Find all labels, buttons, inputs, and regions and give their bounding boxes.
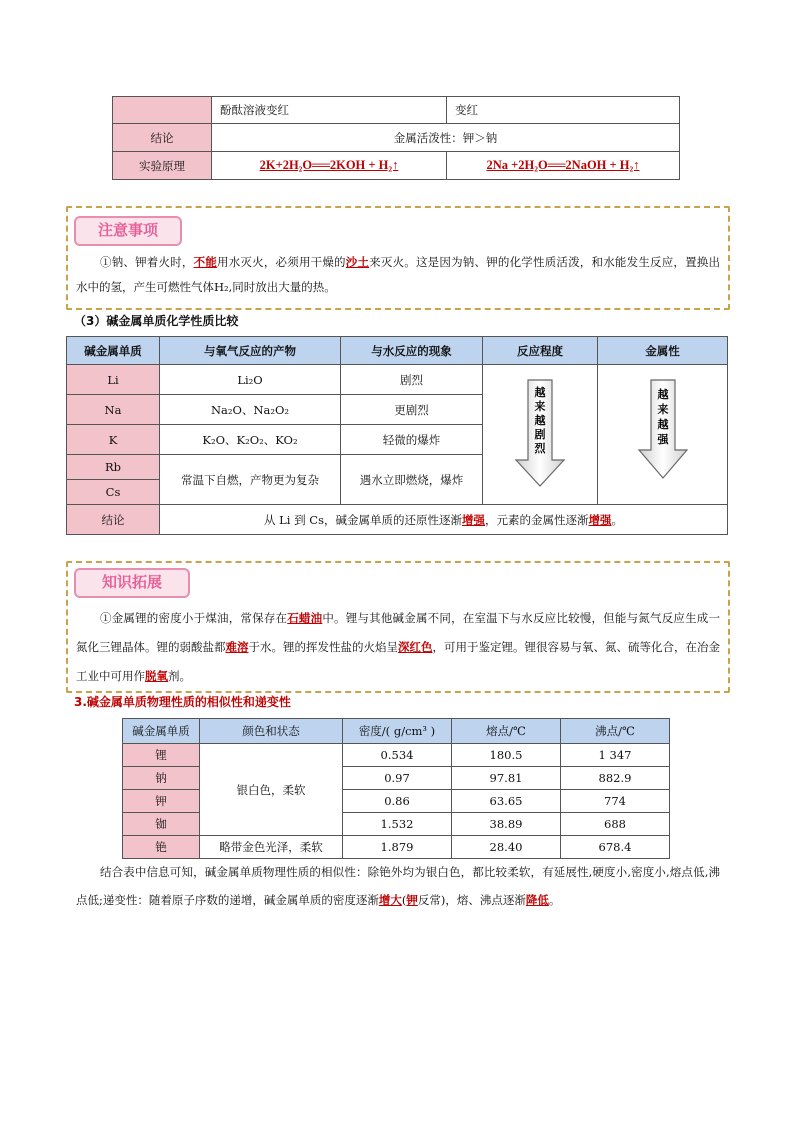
expand-text-2: 中。锂与其他碱金属不同，在室温下与水反应比较慢，但能与氮气反应生成一氮化三锂晶体。锂的弱酸盐都 xyxy=(76,611,721,654)
summary-paragraph xyxy=(76,858,720,914)
metallicity-arrow-cell xyxy=(598,365,728,505)
phys-row-cs-density: 1.879 xyxy=(343,836,452,859)
phys-header-bp: 沸点/℃ xyxy=(561,719,670,744)
row-k-name: K xyxy=(67,425,160,455)
phys-row-rb-mp: 38.89 xyxy=(452,813,561,836)
notice-highlight-cannot: 不能 xyxy=(193,255,218,269)
row-li-oxygen: Li₂O xyxy=(160,365,341,395)
expand-highlight-paraffin: 石蜡油 xyxy=(287,611,323,625)
chemical-properties-table xyxy=(66,336,728,535)
phys-row-k-density: 0.86 xyxy=(343,790,452,813)
expand-text-3: 于水。锂的挥发性盐的火焰呈 xyxy=(248,640,398,654)
phys-header-density: 密度/( g/cm³ ) xyxy=(343,719,452,744)
experiment-table xyxy=(112,96,680,180)
conclusion-value: 金属活泼性：钾＞钠 xyxy=(212,124,680,152)
summary-text-1: 结合表中信息可知，碱金属单质物理性质的相似性：除铯外均为银白色，都比较柔软，有延展性,硬度小,密度小,熔点低,沸点低;递变性：随着原子序数的递增，碱金属单质的密度逐渐 xyxy=(76,865,720,907)
header-metal: 碱金属单质 xyxy=(67,337,160,365)
phys-header-color: 颜色和状态 xyxy=(200,719,343,744)
arrow2-text: 越来越强 xyxy=(657,388,668,446)
degree-arrow-cell xyxy=(483,365,598,505)
conclusion-label: 结论 xyxy=(113,124,212,152)
phys-row-na-mp: 97.81 xyxy=(452,767,561,790)
phys-header-mp: 熔点/℃ xyxy=(452,719,561,744)
phys-row-cs-mp: 28.40 xyxy=(452,836,561,859)
row-rb-cs-oxygen: 常温下自燃，产物更为复杂 xyxy=(160,455,341,505)
chem-conclusion-highlight-2: 增强 xyxy=(588,512,612,527)
expand-highlight-deep-red: 深红色 xyxy=(398,640,433,654)
notice-highlight-sand: 沙土 xyxy=(345,255,370,269)
chem-conclusion-part-3: 。 xyxy=(611,512,623,527)
notice-badge-text: 注意事项 xyxy=(97,221,158,239)
expand-text-1: ①金属锂的密度小于煤油，常保存在 xyxy=(100,611,288,625)
expand-text-5: 剂。 xyxy=(168,669,191,683)
expand-highlight-insoluble: 难溶 xyxy=(225,640,249,654)
row-li-water: 剧烈 xyxy=(341,365,483,395)
physical-heading: 3.碱金属单质物理性质的相似性和递变性 xyxy=(74,695,291,709)
row-li-name: Li xyxy=(67,365,160,395)
equation-potassium: 2K+2H₂O══2KOH + H₂↑ xyxy=(212,152,447,180)
summary-text-3: 反常)，熔、沸点逐渐 xyxy=(417,893,526,907)
chem-conclusion-text xyxy=(160,505,728,535)
header-oxygen: 与氧气反应的产物 xyxy=(160,337,341,365)
chem-conclusion-part-2: ，元素的金属性逐渐 xyxy=(484,512,589,527)
header-degree: 反应程度 xyxy=(483,337,598,365)
cell-phenolphthalein: 酚酞溶液变红 xyxy=(212,97,447,124)
phys-row-li-bp: 1 347 xyxy=(561,744,670,767)
notice-paragraph xyxy=(76,250,720,300)
phys-color-silver: 银白色，柔软 xyxy=(200,744,343,836)
physical-properties-table xyxy=(122,718,670,859)
row-na-oxygen: Na₂O、Na₂O₂ xyxy=(160,395,341,425)
header-metallicity: 金属性 xyxy=(598,337,728,365)
row-na-name: Na xyxy=(67,395,160,425)
phys-color-cs: 略带金色光泽，柔软 xyxy=(200,836,343,859)
phys-row-cs-bp: 678.4 xyxy=(561,836,670,859)
phys-row-cs-name: 铯 xyxy=(123,836,200,859)
phys-row-na-density: 0.97 xyxy=(343,767,452,790)
notice-badge xyxy=(74,216,182,246)
arrow1-text: 越来越剧烈 xyxy=(534,386,546,455)
expand-highlight-deoxidize: 脱氧 xyxy=(145,669,168,683)
expand-text-4: ，可用于鉴定锂。锂很容易与氧、氮、硫等化合，在冶金工业中可用作 xyxy=(76,640,720,683)
summary-text-2: ( xyxy=(401,893,407,907)
phys-row-na-name: 钠 xyxy=(123,767,200,790)
notice-text-3: 来灭火。这是因为钠、钾的化学性质活泼，和水能发生反应，置换出水中的氢，产生可燃性气体H₂,同时放出大量的热。 xyxy=(76,255,721,294)
cell-turn-red: 变红 xyxy=(447,97,680,124)
summary-highlight-increase: 增大 xyxy=(378,893,402,907)
summary-highlight-decrease: 降低 xyxy=(525,893,549,907)
phys-row-li-mp: 180.5 xyxy=(452,744,561,767)
phys-row-k-bp: 774 xyxy=(561,790,670,813)
row-rb-cs-water: 遇水立即燃烧，爆炸 xyxy=(341,455,483,505)
chem-conclusion-highlight-1: 增强 xyxy=(461,512,485,527)
phys-row-li-density: 0.534 xyxy=(343,744,452,767)
header-water: 与水反应的现象 xyxy=(341,337,483,365)
phys-row-rb-name: 铷 xyxy=(123,813,200,836)
phys-header-metal: 碱金属单质 xyxy=(123,719,200,744)
section3-heading: （3）碱金属单质化学性质比较 xyxy=(74,314,239,328)
equation-sodium: 2Na +2H₂O══2NaOH + H₂↑ xyxy=(447,152,680,180)
chem-conclusion-label: 结论 xyxy=(67,505,160,535)
notice-text-2: 用水灭火，必须用干燥的 xyxy=(217,255,346,269)
expand-badge-text: 知识拓展 xyxy=(101,573,162,591)
down-arrow-icon xyxy=(510,378,570,488)
down-arrow-icon xyxy=(633,378,693,488)
phys-row-k-mp: 63.65 xyxy=(452,790,561,813)
expand-paragraph xyxy=(76,604,720,691)
expand-badge xyxy=(74,568,190,598)
principle-label: 实验原理 xyxy=(113,152,212,180)
summary-text-4: 。 xyxy=(548,893,561,907)
summary-highlight-potassium: 钾 xyxy=(406,893,418,907)
cell-empty xyxy=(113,97,212,124)
phys-row-k-name: 钾 xyxy=(123,790,200,813)
row-na-water: 更剧烈 xyxy=(341,395,483,425)
row-k-water: 轻微的爆炸 xyxy=(341,425,483,455)
phys-row-rb-density: 1.532 xyxy=(343,813,452,836)
row-rb-name: Rb xyxy=(67,455,160,480)
chem-conclusion-part-1: 从 Li 到 Cs，碱金属单质的还原性逐渐 xyxy=(264,512,462,527)
phys-row-na-bp: 882.9 xyxy=(561,767,670,790)
phys-row-rb-bp: 688 xyxy=(561,813,670,836)
row-cs-name: Cs xyxy=(67,480,160,505)
notice-text-1: ①钠、钾着火时， xyxy=(100,255,194,269)
row-k-oxygen: K₂O、K₂O₂、KO₂ xyxy=(160,425,341,455)
phys-row-li-name: 锂 xyxy=(123,744,200,767)
